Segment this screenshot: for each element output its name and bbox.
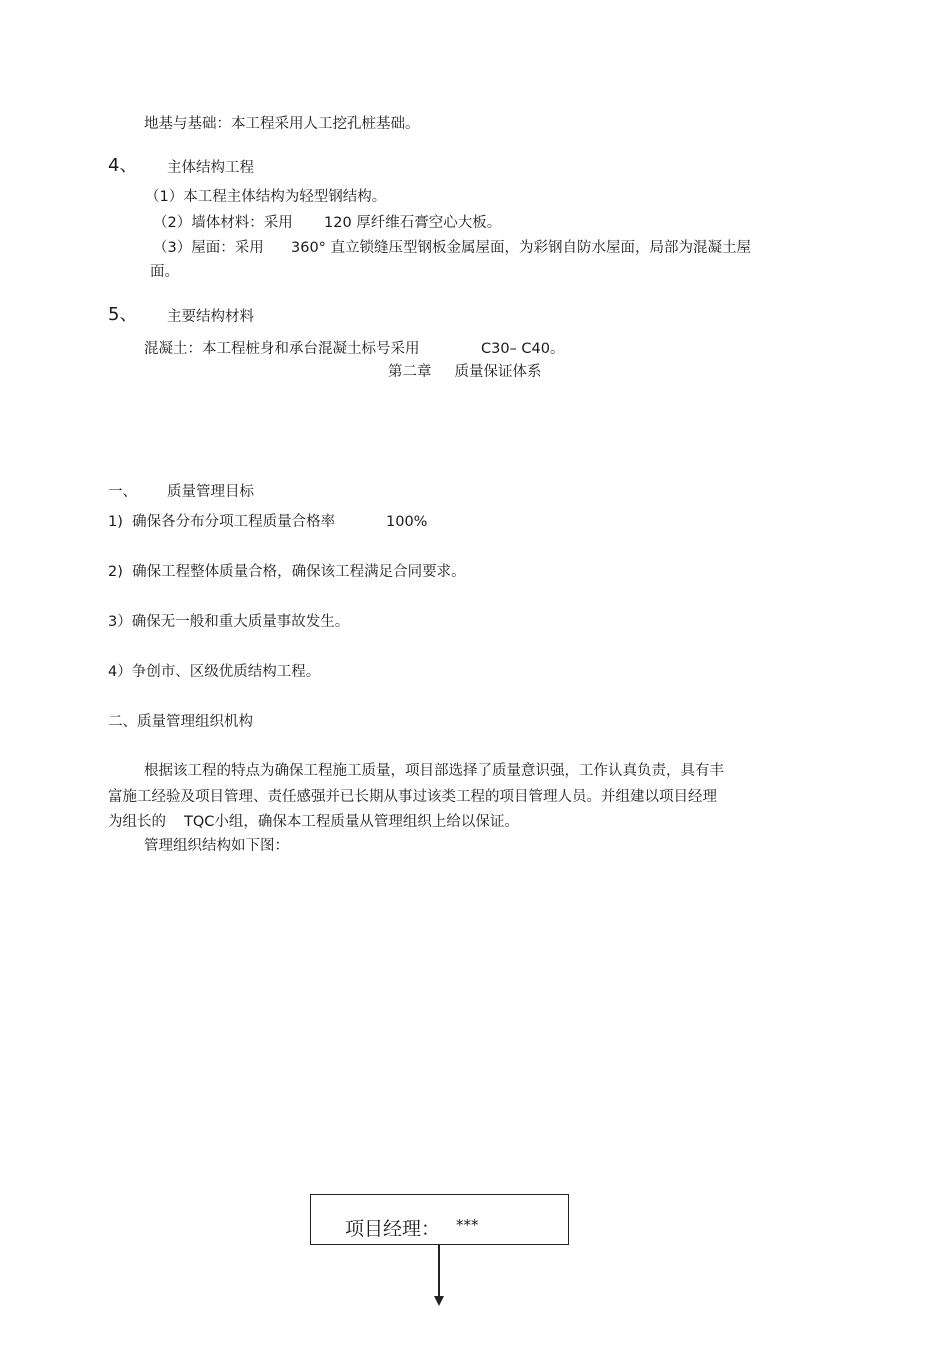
section-5-title: 主要结构材料	[167, 309, 254, 325]
chapter-title: 第二章 质量保证体系	[388, 364, 542, 380]
part-1-title: 质量管理目标	[167, 484, 254, 500]
org-chart-intro: 管理组织结构如下图：	[144, 838, 289, 854]
section-4-item-1: （1）本工程主体结构为轻型钢结构。	[145, 189, 387, 205]
arrow-down-icon	[434, 1296, 444, 1306]
goal-2: 2) 确保工程整体质量合格，确保该工程满足合同要求。	[108, 564, 466, 580]
paragraph-line-2: 富施工经验及项目管理、责任感强并已长期从事过该类工程的项目管理人员。并组建以项目经理	[108, 789, 717, 805]
section-4-item-2-text: 120 厚纤维石膏空心大板。	[324, 215, 502, 231]
section-4-item-3-cont: 面。	[150, 264, 179, 280]
section-5-number: 5、	[108, 304, 138, 325]
foundation-line: 地基与基础：本工程采用人工挖孔桩基础。	[144, 116, 420, 132]
paragraph-line-3-cont: TQC小组，确保本工程质量从管理组织上给以保证。	[184, 814, 519, 830]
section-4-item-3-text: 360° 直立锁缝压型钢板金属屋面，为彩钢自防水屋面，局部为混凝土屋	[291, 240, 752, 256]
part-1-number: 一、	[108, 484, 137, 500]
org-chart-connector	[438, 1245, 440, 1297]
concrete-line: 混凝土：本工程桩身和承台混凝土标号采用	[144, 341, 420, 357]
paragraph-line-1: 根据该工程的特点为确保工程施工质量，项目部选择了质量意识强，工作认真负责，具有丰	[144, 763, 724, 779]
section-4-item-2-label: （2）墙体材料：采用	[153, 215, 293, 231]
goal-1-rate: 100%	[386, 514, 428, 530]
project-manager-label: 项目经理：	[345, 1218, 441, 1240]
section-4-item-3-label: （3）屋面：采用	[153, 240, 264, 256]
goal-4: 4）争创市、区级优质结构工程。	[108, 664, 321, 680]
project-manager-box	[310, 1194, 569, 1245]
project-manager-name: ***	[456, 1216, 479, 1234]
section-4-number: 4、	[108, 155, 138, 176]
paragraph-line-3: 为组长的	[108, 814, 166, 830]
section-4-title: 主体结构工程	[167, 160, 254, 176]
goal-3: 3）确保无一般和重大质量事故发生。	[108, 614, 350, 630]
goal-1: 1) 确保各分布分项工程质量合格率	[108, 514, 336, 530]
concrete-grade: C30– C40。	[481, 341, 565, 357]
part-2-title: 二、质量管理组织机构	[108, 714, 253, 730]
